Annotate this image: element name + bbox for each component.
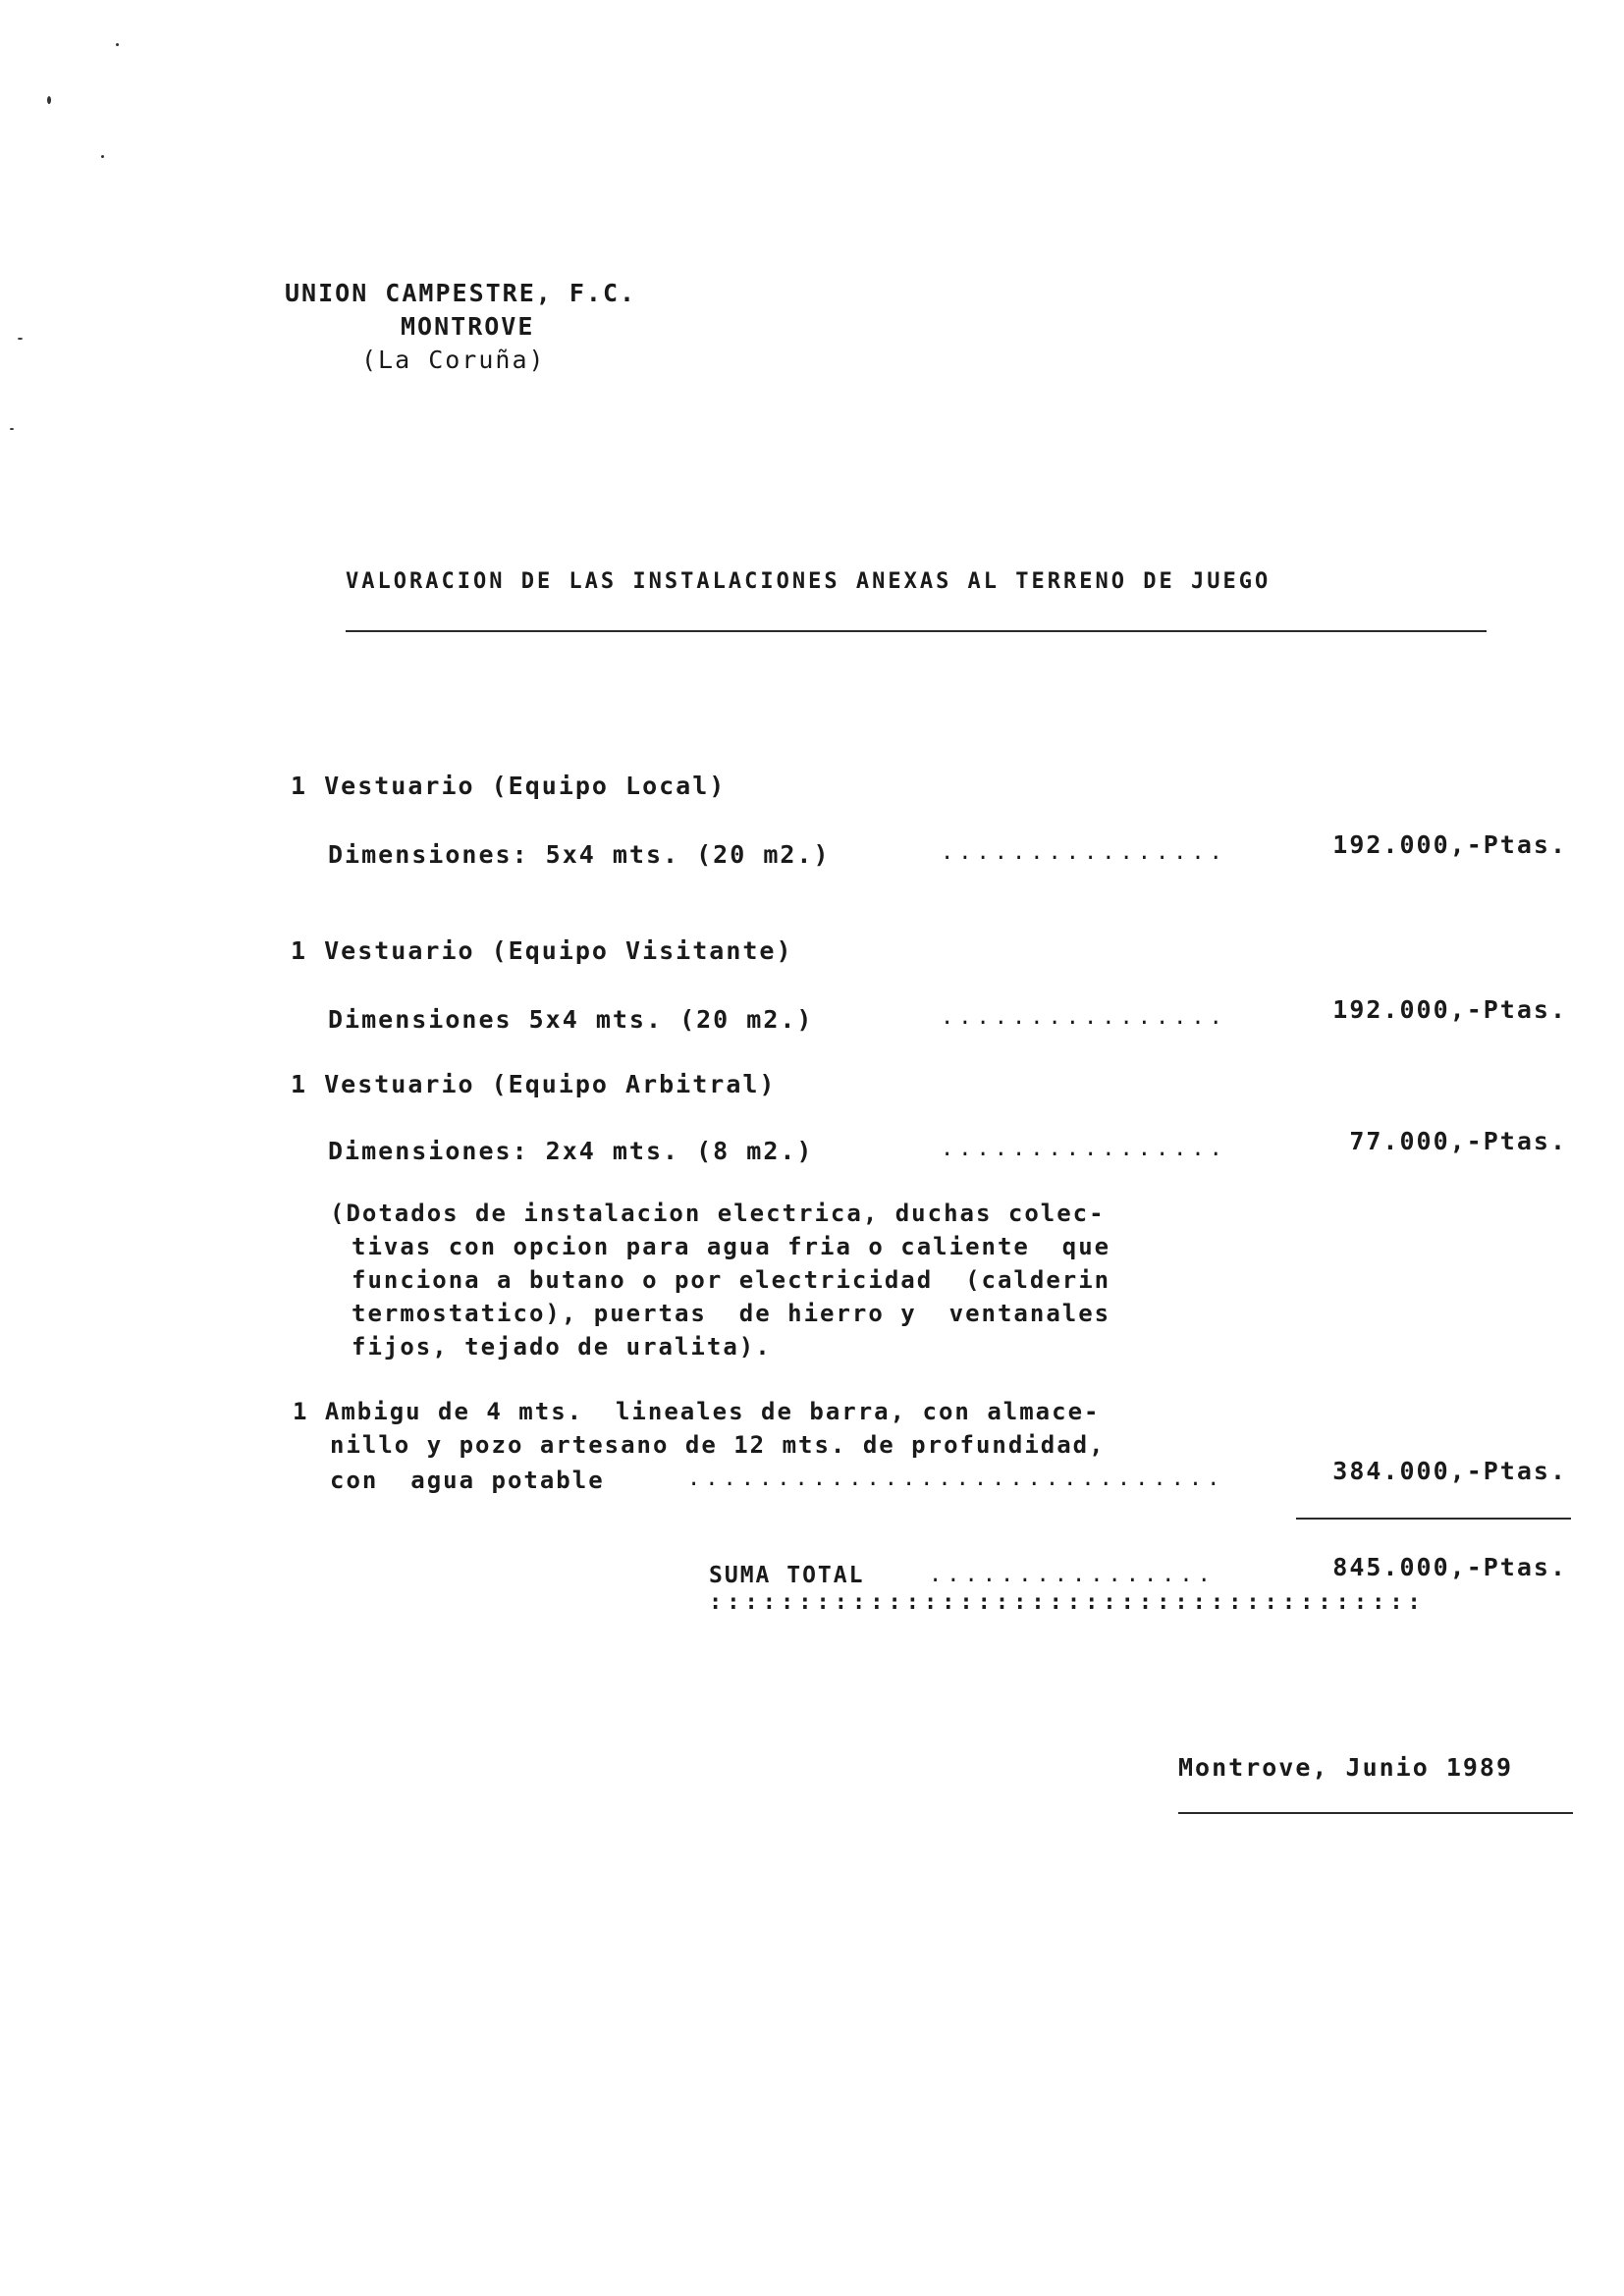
total-amount: 845.000,-Ptas. bbox=[1332, 1553, 1567, 1581]
scan-speck bbox=[116, 43, 119, 46]
club-town: MONTROVE bbox=[401, 312, 535, 341]
dot-leader: ................ bbox=[941, 1137, 1227, 1161]
place-date: Montrove, Junio 1989 bbox=[1178, 1753, 1514, 1782]
ambigu-line: 1 Ambigu de 4 mts. lineales de barra, con almace- bbox=[293, 1398, 1101, 1425]
item-heading: 1 Vestuario (Equipo Arbitral) bbox=[291, 1070, 777, 1098]
ambigu-line: nillo y pozo artesano de 12 mts. de profundidad, bbox=[330, 1431, 1106, 1459]
club-name: UNION CAMPESTRE, F.C. bbox=[285, 279, 637, 307]
total-label: SUMA TOTAL bbox=[709, 1563, 865, 1588]
note-line: fijos, tejado de uralita). bbox=[352, 1333, 772, 1361]
item-detail: Dimensiones: 2x4 mts. (8 m2.) bbox=[328, 1137, 814, 1165]
ambigu-amount: 384.000,-Ptas. bbox=[1332, 1457, 1567, 1485]
item-heading: 1 Vestuario (Equipo Visitante) bbox=[291, 936, 793, 965]
subtotal-rule bbox=[1296, 1518, 1571, 1520]
dot-leader: .............................. bbox=[687, 1467, 1225, 1491]
scan-speck bbox=[47, 96, 51, 104]
dot-leader: ................ bbox=[941, 1005, 1227, 1030]
scan-speck bbox=[101, 155, 104, 158]
item-heading: 1 Vestuario (Equipo Local) bbox=[291, 772, 727, 800]
document-title: VALORACION DE LAS INSTALACIONES ANEXAS AL TERRENO DE JUEGO bbox=[346, 569, 1272, 594]
ambigu-line: con agua potable bbox=[330, 1467, 605, 1494]
title-underline bbox=[346, 630, 1487, 632]
note-line: funciona a butano o por electricidad (calderin bbox=[352, 1266, 1111, 1294]
club-province: (La Coruña) bbox=[361, 346, 546, 374]
scan-speck bbox=[10, 428, 14, 430]
dot-leader: ................ bbox=[929, 1563, 1216, 1587]
note-line: termostatico), puertas de hierro y ventanales bbox=[352, 1300, 1111, 1327]
item-amount: 192.000,-Ptas. bbox=[1332, 830, 1567, 859]
note-line: tivas con opcion para agua fria o caliente que bbox=[352, 1233, 1111, 1260]
item-amount: 77.000,-Ptas. bbox=[1349, 1127, 1567, 1155]
scan-speck bbox=[18, 338, 23, 340]
dot-leader: ................ bbox=[941, 840, 1227, 865]
note-line: (Dotados de instalacion electrica, duchas colec- bbox=[330, 1200, 1106, 1227]
signature-line bbox=[1178, 1812, 1573, 1814]
total-double-rule: :::::::::::::::::::::::::::::::::::::::: bbox=[709, 1590, 1426, 1615]
item-detail: Dimensiones 5x4 mts. (20 m2.) bbox=[328, 1005, 814, 1034]
item-detail: Dimensiones: 5x4 mts. (20 m2.) bbox=[328, 840, 831, 869]
item-amount: 192.000,-Ptas. bbox=[1332, 995, 1567, 1024]
